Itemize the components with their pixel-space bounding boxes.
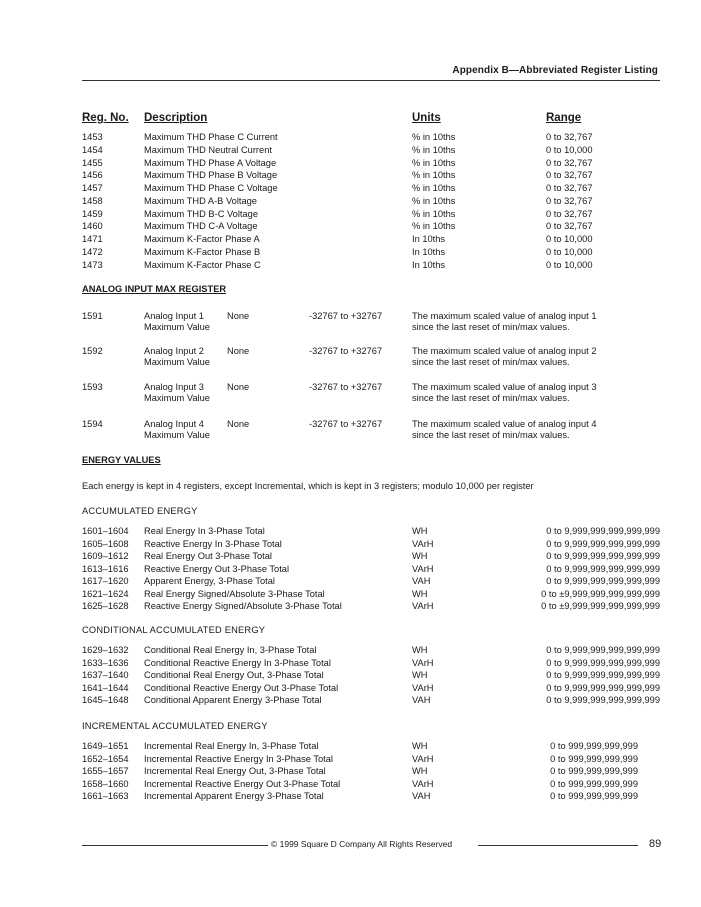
register-note: since the last reset of min/max values. xyxy=(412,321,570,332)
register-number: 1456 xyxy=(82,170,103,181)
incremental-energy-title: INCREMENTAL ACCUMULATED ENERGY xyxy=(82,721,268,731)
register-units: WH xyxy=(412,645,428,655)
register-number: 1454 xyxy=(82,144,103,155)
register-description: Maximum THD Phase A Voltage xyxy=(144,157,277,168)
register-description: Real Energy In 3-Phase Total xyxy=(144,526,265,536)
register-range: -32767 to +32767 xyxy=(309,311,383,321)
accumulated-energy-title: ACCUMULATED ENERGY xyxy=(82,506,198,516)
register-range: 0 to 999,999,999,999 xyxy=(550,753,638,764)
register-number: 1633–1636 xyxy=(82,657,129,668)
register-description: Maximum THD C-A Voltage xyxy=(144,221,258,232)
analog-input-subname: Maximum Value xyxy=(144,392,210,403)
energy-section-heading: ENERGY VALUES xyxy=(82,455,161,465)
register-units: VAH xyxy=(412,791,431,801)
register-number: 1591 xyxy=(82,311,103,321)
register-range: 0 to 10,000 xyxy=(546,234,593,244)
register-number: 1459 xyxy=(82,208,103,219)
analog-input-name: Analog Input 2 xyxy=(144,346,204,356)
register-range: -32767 to +32767 xyxy=(309,382,383,392)
column-headers xyxy=(0,112,701,126)
register-description: Maximum THD Phase C Current xyxy=(144,132,278,142)
register-range: 0 to 32,767 xyxy=(546,183,593,193)
register-units: VArH xyxy=(412,601,434,611)
page-number: 89 xyxy=(649,838,662,850)
analog-input-subname: Maximum Value xyxy=(144,356,210,367)
analog-section-heading: ANALOG INPUT MAX REGISTER xyxy=(82,284,227,294)
register-description: Real Energy Signed/Absolute 3-Phase Total xyxy=(144,588,325,599)
register-note: The maximum scaled value of analog input 1 xyxy=(412,311,597,321)
register-range: 0 to 9,999,999,999,999,999 xyxy=(546,670,660,680)
register-number: 1455 xyxy=(82,157,103,168)
register-units: WH xyxy=(412,670,428,680)
register-number: 1655–1657 xyxy=(82,766,129,776)
register-range: 0 to ±9,999,999,999,999,999 xyxy=(541,588,660,599)
register-number: 1649–1651 xyxy=(82,741,129,751)
register-units: % in 10ths xyxy=(412,157,456,168)
register-units: None xyxy=(227,311,250,321)
register-units: In 10ths xyxy=(412,259,446,270)
register-units: VArH xyxy=(412,753,434,764)
register-units: VArH xyxy=(412,657,434,668)
register-range: 0 to 999,999,999,999 xyxy=(550,741,638,751)
register-units: WH xyxy=(412,766,428,776)
column-header-units: Units xyxy=(412,112,441,124)
register-description: Incremental Reactive Energy Out 3-Phase Total xyxy=(144,778,341,789)
footer-rule-left xyxy=(82,845,268,846)
register-number: 1594 xyxy=(82,419,103,429)
register-number: 1652–1654 xyxy=(82,753,129,764)
register-units: None xyxy=(227,346,250,356)
register-range: 0 to 10,000 xyxy=(546,246,593,257)
register-units: % in 10ths xyxy=(412,183,456,193)
register-range: 0 to 32,767 xyxy=(546,221,593,232)
footer-copyright: © 1999 Square D Company All Rights Reserved xyxy=(271,839,453,849)
register-number: 1613–1616 xyxy=(82,563,129,574)
analog-input-name: Analog Input 1 xyxy=(144,311,204,321)
register-description: Conditional Reactive Energy Out 3-Phase Total xyxy=(144,682,339,693)
register-range: 0 to 32,767 xyxy=(546,195,593,206)
register-description: Incremental Reactive Energy In 3-Phase Total xyxy=(144,753,333,764)
register-number: 1637–1640 xyxy=(82,670,129,680)
register-number: 1658–1660 xyxy=(82,778,129,789)
register-units: VArH xyxy=(412,563,434,574)
register-units: WH xyxy=(412,551,428,561)
register-number: 1629–1632 xyxy=(82,645,129,655)
register-note: The maximum scaled value of analog input 2 xyxy=(412,346,597,356)
register-number: 1472 xyxy=(82,246,103,257)
register-number: 1605–1608 xyxy=(82,538,129,549)
register-number: 1609–1612 xyxy=(82,551,129,561)
register-units: % in 10ths xyxy=(412,170,456,181)
analog-input-subname: Maximum Value xyxy=(144,429,210,440)
register-description: Conditional Apparent Energy 3-Phase Total xyxy=(144,695,322,705)
register-units: VAH xyxy=(412,695,431,705)
energy-intro-text: Each energy is kept in 4 registers, except Incremental, which is kept in 3 registers; modulo 10,000 per register xyxy=(82,481,534,491)
register-units: % in 10ths xyxy=(412,144,456,155)
register-range: 0 to 32,767 xyxy=(546,170,593,181)
register-description: Maximum K-Factor Phase C xyxy=(144,259,261,270)
register-description: Reactive Energy In 3-Phase Total xyxy=(144,538,282,549)
register-units: WH xyxy=(412,526,428,536)
column-header-description: Description xyxy=(144,112,208,124)
register-description: Conditional Real Energy In, 3-Phase Total xyxy=(144,645,317,655)
register-range: -32767 to +32767 xyxy=(309,346,383,356)
register-range: 0 to 9,999,999,999,999,999 xyxy=(546,538,660,549)
register-range: 0 to 32,767 xyxy=(546,157,593,168)
register-range: 0 to 999,999,999,999 xyxy=(550,791,638,801)
register-description: Reactive Energy Out 3-Phase Total xyxy=(144,563,290,574)
register-range: 0 to 9,999,999,999,999,999 xyxy=(546,563,660,574)
register-units: VAH xyxy=(412,576,431,586)
register-units: WH xyxy=(412,588,428,599)
register-note: since the last reset of min/max values. xyxy=(412,429,570,440)
register-note: since the last reset of min/max values. xyxy=(412,392,570,403)
register-units: VArH xyxy=(412,538,434,549)
register-number: 1593 xyxy=(82,382,103,392)
register-range: 0 to 10,000 xyxy=(546,259,593,270)
register-range: 0 to 9,999,999,999,999,999 xyxy=(546,695,660,705)
register-description: Maximum THD B-C Voltage xyxy=(144,208,259,219)
analog-input-name: Analog Input 3 xyxy=(144,382,204,392)
register-range: 0 to 32,767 xyxy=(546,208,593,219)
register-description: Incremental Real Energy Out, 3-Phase Total xyxy=(144,766,326,776)
register-units: In 10ths xyxy=(412,246,446,257)
register-units: VArH xyxy=(412,682,434,693)
register-range: 0 to 9,999,999,999,999,999 xyxy=(546,657,660,668)
register-units: % in 10ths xyxy=(412,221,456,232)
register-description: Incremental Apparent Energy 3-Phase Total xyxy=(144,791,324,801)
register-range: 0 to 9,999,999,999,999,999 xyxy=(546,551,660,561)
conditional-energy-title: CONDITIONAL ACCUMULATED ENERGY xyxy=(82,625,266,635)
register-units: None xyxy=(227,419,250,429)
register-note: since the last reset of min/max values. xyxy=(412,356,570,367)
register-range: -32767 to +32767 xyxy=(309,419,383,429)
register-description: Maximum K-Factor Phase A xyxy=(144,234,260,244)
register-description: Maximum THD Phase C Voltage xyxy=(144,183,278,193)
register-number: 1625–1628 xyxy=(82,601,129,611)
register-number: 1592 xyxy=(82,346,103,356)
register-number: 1641–1644 xyxy=(82,682,129,693)
register-range: 0 to 10,000 xyxy=(546,144,593,155)
register-range: 0 to 9,999,999,999,999,999 xyxy=(546,576,660,586)
register-number: 1601–1604 xyxy=(82,526,129,536)
register-number: 1458 xyxy=(82,195,103,206)
register-description: Conditional Reactive Energy In 3-Phase Total xyxy=(144,657,331,668)
column-header-range: Range xyxy=(546,112,582,124)
register-range: 0 to 999,999,999,999 xyxy=(550,778,638,789)
register-number: 1617–1620 xyxy=(82,576,129,586)
register-range: 0 to 32,767 xyxy=(546,132,593,142)
register-number: 1473 xyxy=(82,259,103,270)
column-header-reg-no: Reg. No. xyxy=(82,112,129,124)
register-units: % in 10ths xyxy=(412,132,456,142)
analog-input-subname: Maximum Value xyxy=(144,321,210,332)
page-footer xyxy=(0,838,701,854)
analog-input-name: Analog Input 4 xyxy=(144,419,204,429)
register-number: 1453 xyxy=(82,132,103,142)
register-range: 0 to 9,999,999,999,999,999 xyxy=(546,682,660,693)
register-units: % in 10ths xyxy=(412,208,456,219)
register-description: Maximum THD Phase B Voltage xyxy=(144,170,278,181)
register-number: 1645–1648 xyxy=(82,695,129,705)
register-units: VArH xyxy=(412,778,434,789)
register-description: Apparent Energy, 3-Phase Total xyxy=(144,576,275,586)
register-description: Maximum THD Neutral Current xyxy=(144,144,272,155)
register-number: 1457 xyxy=(82,183,103,193)
register-description: Incremental Real Energy In, 3-Phase Total xyxy=(144,741,319,751)
register-units: In 10ths xyxy=(412,234,446,244)
register-number: 1661–1663 xyxy=(82,791,129,801)
register-description: Conditional Real Energy Out, 3-Phase Total xyxy=(144,670,324,680)
footer-rule-right xyxy=(478,845,638,846)
header-rule xyxy=(82,80,660,81)
register-description: Reactive Energy Signed/Absolute 3-Phase Total xyxy=(144,601,342,611)
register-range: 0 to 999,999,999,999 xyxy=(550,766,638,776)
register-number: 1621–1624 xyxy=(82,588,129,599)
register-units: WH xyxy=(412,741,428,751)
register-range: 0 to 9,999,999,999,999,999 xyxy=(546,645,660,655)
running-header: Appendix B—Abbreviated Register Listing xyxy=(452,65,658,76)
register-units: None xyxy=(227,382,250,392)
register-note: The maximum scaled value of analog input 4 xyxy=(412,419,597,429)
register-description: Real Energy Out 3-Phase Total xyxy=(144,551,272,561)
register-note: The maximum scaled value of analog input 3 xyxy=(412,382,597,392)
register-description: Maximum K-Factor Phase B xyxy=(144,246,261,257)
register-range: 0 to 9,999,999,999,999,999 xyxy=(546,526,660,536)
register-description: Maximum THD A-B Voltage xyxy=(144,195,257,206)
register-number: 1460 xyxy=(82,221,103,232)
register-range: 0 to ±9,999,999,999,999,999 xyxy=(541,601,660,611)
register-units: % in 10ths xyxy=(412,195,456,206)
register-number: 1471 xyxy=(82,234,103,244)
